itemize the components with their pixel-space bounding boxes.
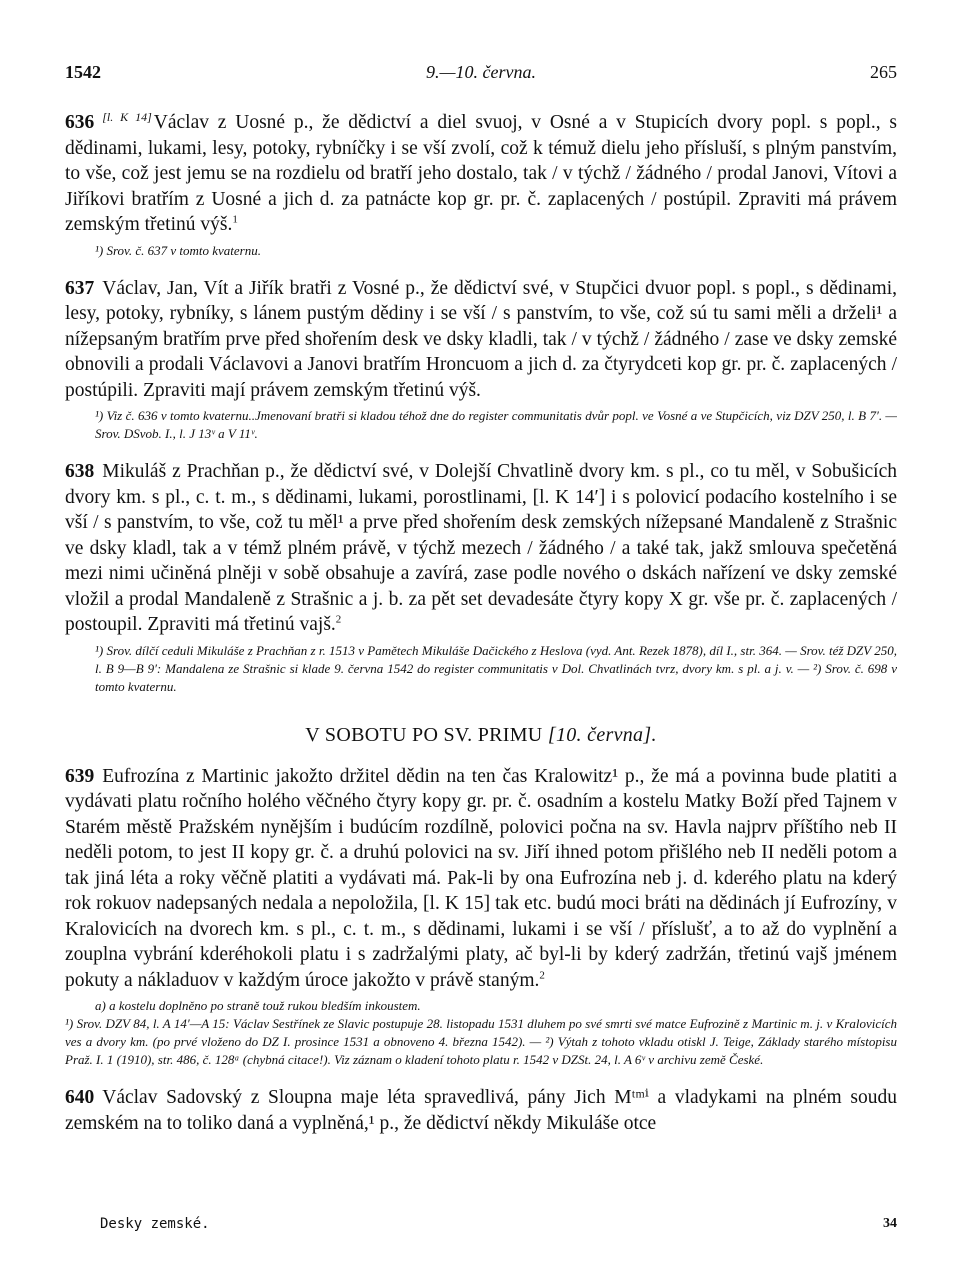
entry-text: Václav, Jan, Vít a Jiřík bratři z Vosné p., že dědictví své, v Stupčici dvuor popl. s popl., s dědinami, lesy, potoky, rybníky, s lánem pustým dědiny i se vší / s panstvím, to vše, což sú tu sami měli a drželi¹ a nížepsaným bratřím prve před shořením desk ve dsky kladli, tak / v týchž / žádného / zase ve dsky zemské obnovili a prodali Václavovi a Janovi bratřím Hroncuom a jich d. za čtyrydceti kop gr. pr. č. zaplacených / postúpili. Zpraviti mají právem zemským třetinú výš.: [65, 277, 897, 401]
entry-640: [65, 1085, 897, 1136]
footnotes-639: [65, 997, 897, 1069]
page-body: [65, 110, 897, 1136]
section-heading: [65, 722, 897, 748]
footnotes-638: [65, 642, 897, 696]
footnote-marker: 1: [232, 213, 238, 226]
page-footer: [100, 1216, 897, 1238]
entry-number: 639: [65, 765, 95, 787]
entry-text: Václav z Uosné p., že dědictví a diel svuoj, v Osné a v Stupicích dvory popl. s popl., s dědinami, lukami, lesy, potoky, rybníčky i se vší zvolí, což k témuž dielu jeho přísluší, s plným panstvím, to vše, což jest jemu se na rozdielu od bratří jeho dostalo, tak / v týchž / žádného / prodal Janovi, Vítovi a Jiříkovi bratřím z Uosné a jich d. za patnácte kop gr. pr. č. zaplacených / postúpil. Zpraviti má právem zemským třetinú výš.: [65, 112, 897, 235]
footnote: ¹) Srov. DZV 84, l. A 14′—A 15: Václav Sestřínek ze Slavic postupuje 28. listopadu 1531 dluhem po své smrti své matce Eufrozině z Martinic m. j. v Kralovicích ves a dvory km. (po prvé vloženo do DZ I. prosince 1531 a obnoveno 4. března 1542). — ²) Výtah z tohoto vkladu otiskl J. Teige, Základy starého místopisu Praž. I. 1 (1910), str. 486, č. 128ᵃ (chybná citace!). Viz záznam o kladení tohoto platu r. 1542 v DZSt. 24, l. A 6ᵛ v archivu země České.: [65, 1016, 897, 1067]
entry-number: 637: [65, 277, 95, 299]
entry-number: 640: [65, 1087, 95, 1108]
header-date: 9.—10. června.: [426, 62, 536, 82]
entry-text: Václav Sadovský z Sloupna maje léta spravedlivá, pány Jich Mᵗᵐⁱ a vladykami na plném soudu zemském na to toliko daná a vyplněná,¹ p., že dědictví někdy Mikuláše otce: [65, 1087, 897, 1134]
footnotes-637: [65, 407, 897, 443]
entry-639: [65, 764, 897, 994]
footnote: ¹) Srov. dílčí ceduli Mikuláše z Prachňan z r. 1513 v Pamětech Mikuláše Dačického z Heslova (vyd. Ant. Rezek 1878), díl I., str. 364. — Srov. též DZV 250, l. B 9—B 9′: Mandalena ze Strašnic si klade 9. června 1542 do register communitatis v Dol. Chvatlinách tvrz, dvory km. s pl. a j. v. — ²) Srov. č. 698 v tomto kvaternu.: [95, 642, 897, 694]
footnote: ¹) Srov. č. 637 v tomto kvaternu.: [95, 242, 261, 258]
entry-text: Mikuláš z Prachňan p., že dědictví své, v Dolejší Chvatlině dvory km. s pl., co tu měl, v Sobušicích dvory km. s pl., c. t. m., s dědinami, lukami, porostlinami, [l. K 14′] i s polovicí podacího kostelního i se vší / s panstvím, to vše, což tu měl¹ a prve před shořením desk zemských nížepsané Mandaleně z Strašnic ve dsky kladl, tak a v témž plném právě, v týchž mezech / žádného / a také tak, jakž smlouva spečetěná mezi nimi učiněná plněji v sobě obsahuje a zavírá, zase podle nového o dskách nařízení ve dsky zemské vložil a prodal Mandaleně z Strašnic a j. b. za pět set devadesáte čtyry kopy X gr. vše pr. č. zaplacených / postoupil. Zpraviti má třetinú vajš.: [65, 461, 897, 635]
entry-number: 636: [65, 112, 95, 133]
entry-638: [65, 459, 897, 638]
running-header: [65, 62, 897, 88]
header-year: 1542: [65, 62, 101, 82]
footnotes-636: [65, 242, 897, 260]
section-heading-title: V SOBOTU PO SV. PRIMU: [305, 723, 543, 746]
entry-text: Eufrozína z Martinic jakožto držitel dědin na ten čas Kralowitz¹ p., že má a povinna bude platiti a vydávati platu ročního holého věčného čtyry kopy gr. pr. č. osadním a kostelu Matky Boží před Tajnem v Starém městě Pražském nynějším i budúcím rozdílně, polovici počna na sv. Havla najprv příštího neb II neděli potom, to jest II kopy gr. č. a druhú polovici na sv. Jiří ihned potom přišlého neb II neděli potom a tak jiná léta a roky věčně platiti a vydávati má. Pak-li by ona Eufrozína neb j. d. kderého platu na kderý rok rokuov nadepsaných nedala a nepoložila, [l. K 15] tak etc. budú moci bráti na dědinách jí Eufrozíny, v Kralovicích na dvorech km. s pl., c. t. m., s dědinami, lukami i se vší / příslušť, a to až do vyplnění a zouplna vybrání kderéhokoli platu i s zadržalými platy, ač byl-li by kderý zadržán, třetinú vajš jménem pokuty a nákladuov v každým úroce jakožto v právě staným.: [65, 765, 897, 991]
footer-sheet-number: 34: [883, 1216, 897, 1231]
footnote-marker: 2: [335, 613, 342, 626]
entry-number: 638: [65, 461, 95, 482]
footnote: ¹) Viz č. 636 v tomto kvaternu..Jmenovaní bratři si kladou téhož dne do register communitatis dvůr popl. ve Vosné a ve Stupčicích, viz DZV 250, l. B 7′. — Srov. DSvob. I., l. J 13ᵛ a V 11ᵛ.: [95, 408, 897, 441]
entry-636: [65, 110, 897, 238]
section-heading-date: [10. června].: [547, 723, 657, 746]
footer-signature: Desky zemské.: [100, 1216, 210, 1232]
header-page-number: 265: [870, 62, 897, 82]
footnote: a) a kostelu doplněno po straně touž rukou bledším inkoustem.: [95, 998, 421, 1013]
entry-637: [65, 276, 897, 404]
folio-reference: [l. K 14]: [102, 109, 152, 124]
footnote-marker: 2: [539, 969, 545, 981]
